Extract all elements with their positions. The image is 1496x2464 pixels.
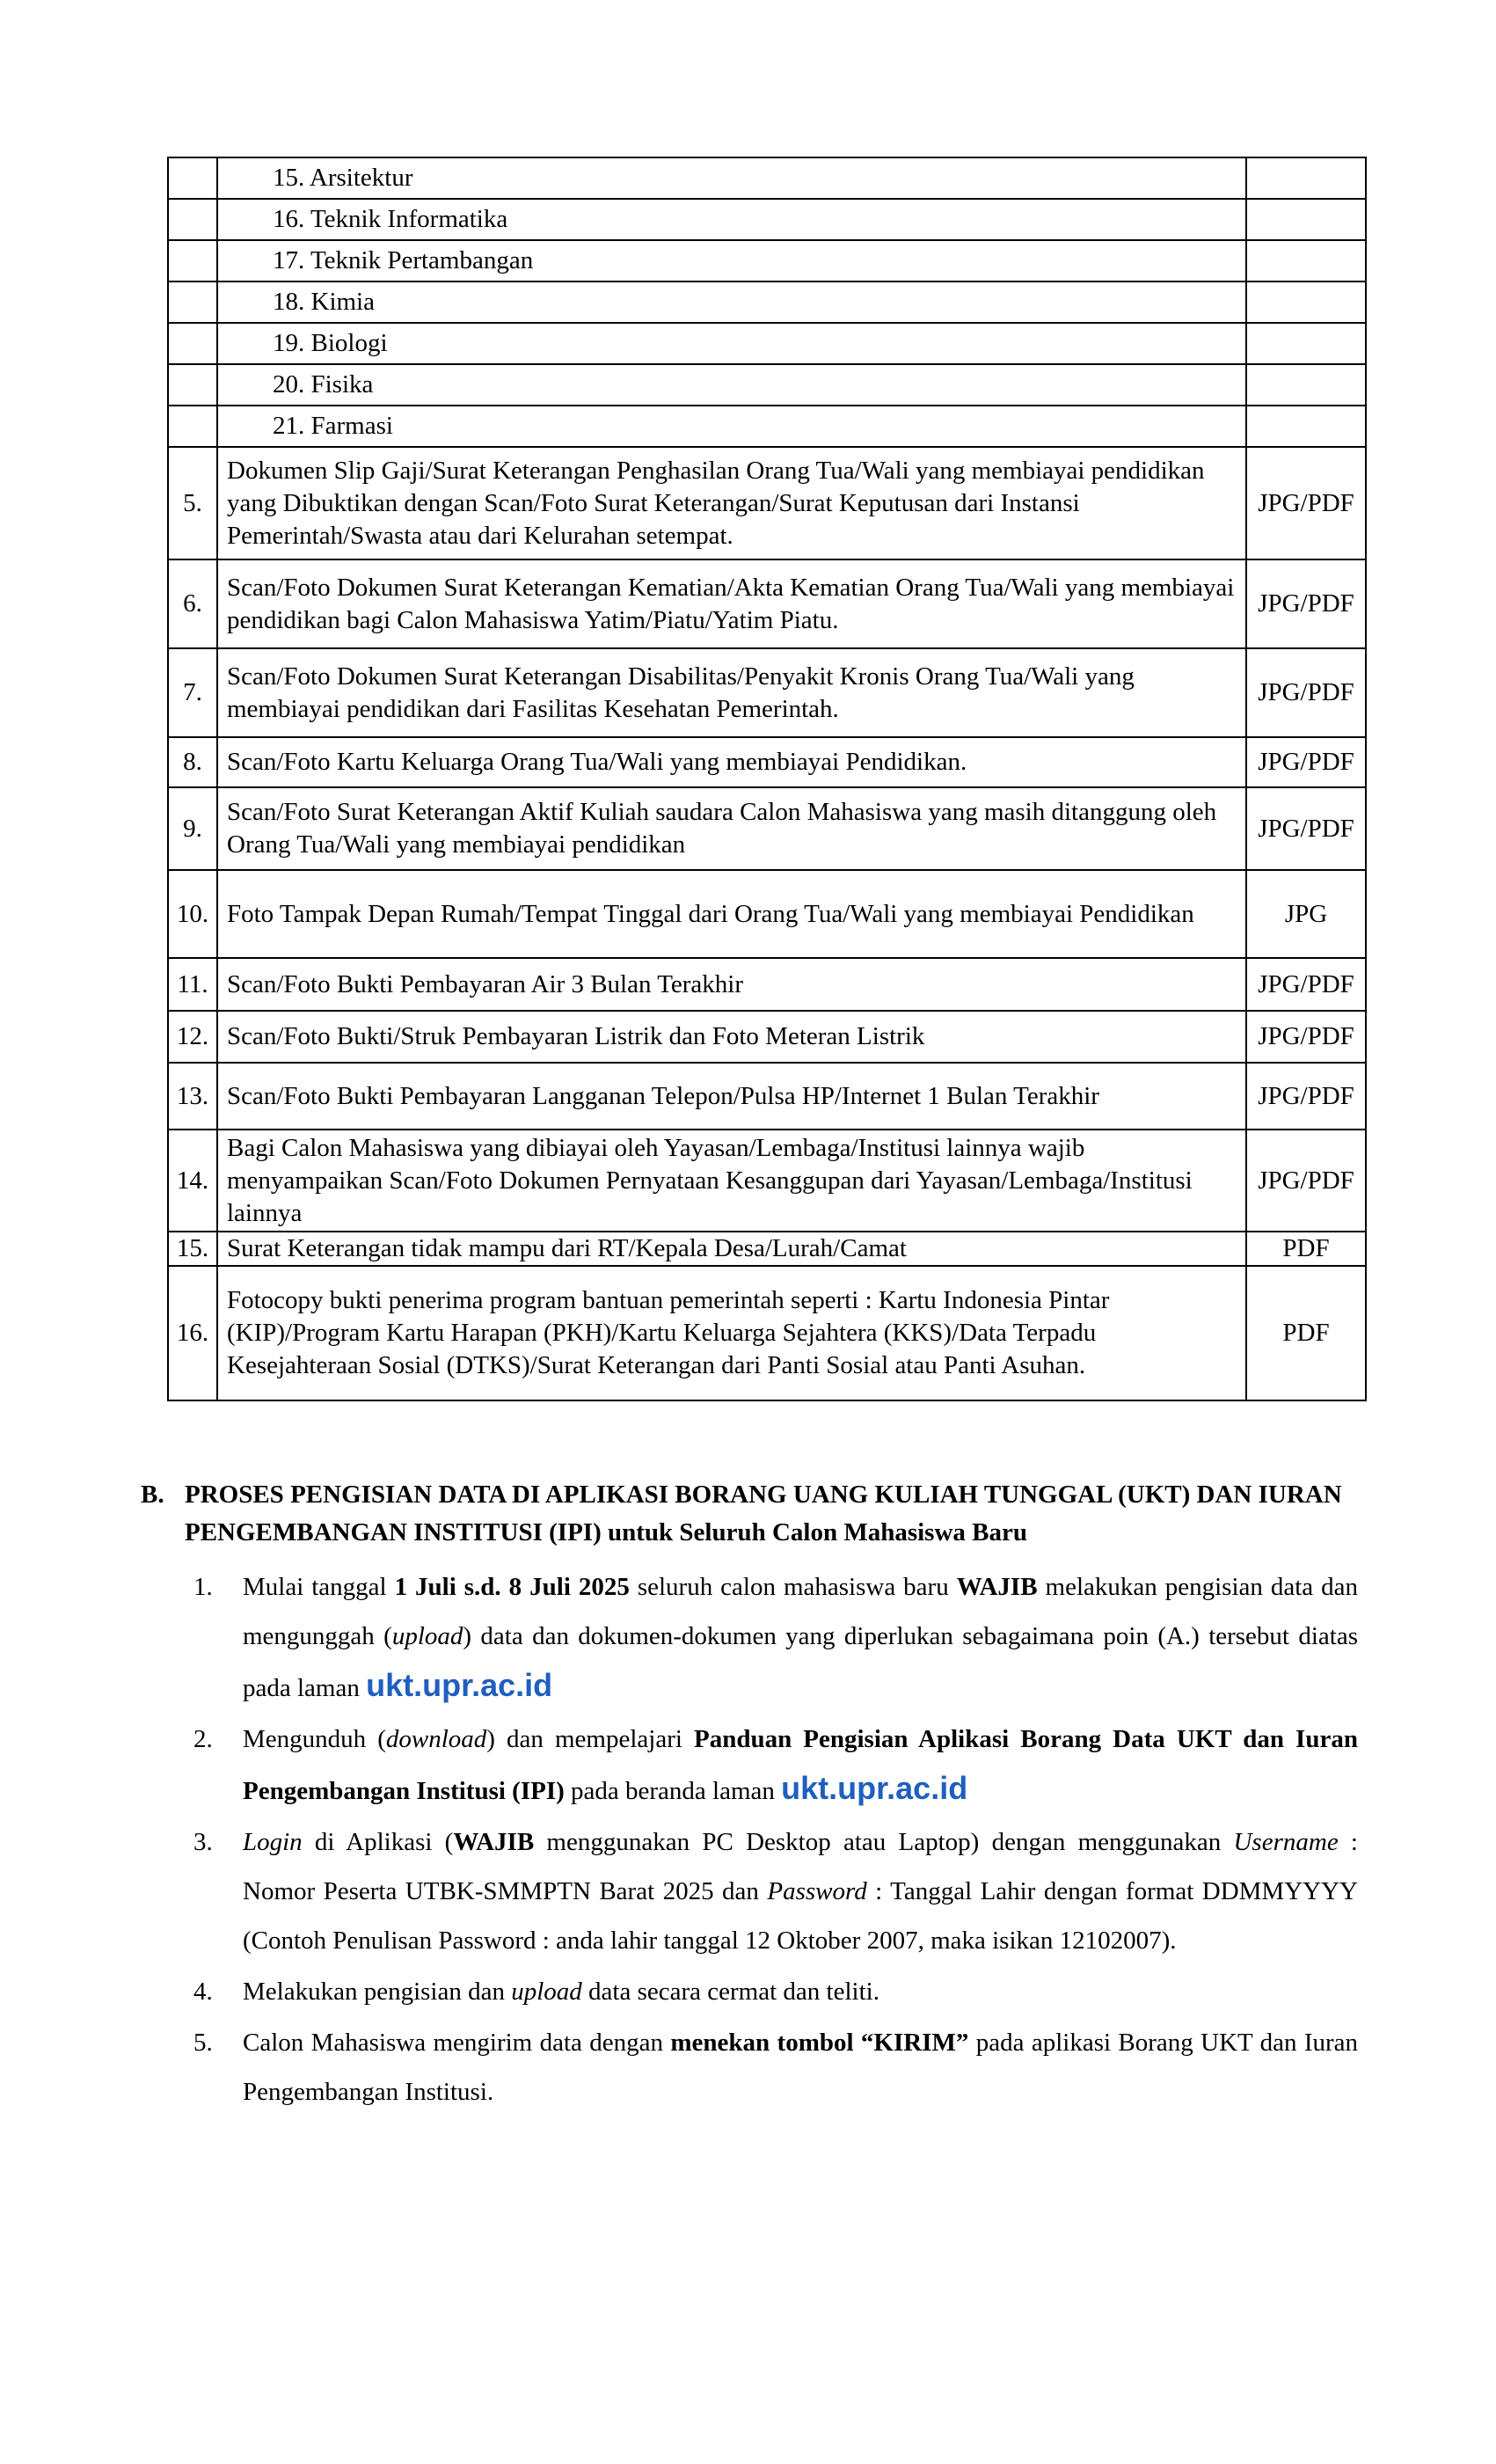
emphasis: WAJIB (956, 1573, 1038, 1601)
table-subrow (168, 406, 1366, 447)
row-file-type: JPG/PDF (1246, 648, 1366, 737)
row-file-type: JPG/PDF (1246, 787, 1366, 870)
emphasis-italic: download (385, 1725, 487, 1753)
steps-list (185, 1562, 1358, 2118)
requirements-table (167, 157, 1367, 1401)
list-number: 2. (193, 1725, 213, 1753)
step-text: seluruh calon mahasiswa baru (629, 1573, 957, 1601)
table-row (168, 447, 1366, 559)
table-subrow (168, 281, 1366, 323)
list-item (185, 2018, 1358, 2117)
major-item: 19. Biologi (217, 323, 1246, 364)
table-row (168, 1266, 1366, 1400)
row-file-type: JPG/PDF (1246, 1011, 1366, 1063)
row-number: 14. (168, 1130, 217, 1232)
row-description: Scan/Foto Surat Keterangan Aktif Kuliah saudara Calon Mahasiswa yang masih ditanggung oleh Orang Tua/Wali yang membiayai pendidikan (217, 787, 1246, 870)
table-row (168, 1011, 1366, 1063)
row-number: 10. (168, 870, 217, 958)
table-row (168, 958, 1366, 1011)
table-subrow (168, 240, 1366, 281)
list-item (185, 1967, 1358, 2016)
major-item: 16. Teknik Informatika (217, 199, 1246, 240)
step-text: : Tanggal Lahir dengan format DDMMYYYY (Contoh Penulisan Password : anda lahir tanggal 12 Oktober 2007, maka isikan 12102007). (243, 1877, 1358, 1955)
step-text: ) data dan dokumen-dokumen yang diperlukan sebagaimana poin (A.) tersebut diatas pada laman (243, 1622, 1358, 1702)
row-number: 9. (168, 787, 217, 870)
row-number: 12. (168, 1011, 217, 1063)
row-description: Scan/Foto Dokumen Surat Keterangan Disabilitas/Penyakit Kronis Orang Tua/Wali yang membiayai pendidikan dari Fasilitas Kesehatan Pemerintah. (217, 648, 1246, 737)
step-text: Melakukan pengisian dan (243, 1978, 512, 2006)
table-row (168, 787, 1366, 870)
step-text: : Nomor Peserta UTBK-SMMPTN Barat 2025 dan (243, 1828, 1358, 1905)
major-item: 18. Kimia (217, 281, 1246, 323)
table-subrow (168, 199, 1366, 240)
list-item (185, 1562, 1358, 1713)
emphasis-italic: upload (391, 1622, 463, 1650)
date-range: 1 Juli s.d. 8 Juli 2025 (394, 1573, 630, 1601)
major-item: 21. Farmasi (217, 406, 1246, 447)
section-title: PROSES PENGISIAN DATA DI APLIKASI BORANG UANG KULIAH TUNGGAL (UKT) DAN IURAN PENGEMBANGAN INSTITUSI (IPI) untuk Seluruh Calon Mahasiswa Baru (185, 1481, 1342, 1546)
emphasis: menekan tombol “KIRIM” (670, 2029, 969, 2057)
list-number: 1. (193, 1573, 213, 1601)
row-file-type: JPG (1246, 870, 1366, 958)
row-file-type: JPG/PDF (1246, 737, 1366, 787)
list-item (185, 1817, 1358, 1965)
row-number: 7. (168, 648, 217, 737)
row-description: Scan/Foto Bukti Pembayaran Air 3 Bulan Terakhir (217, 958, 1246, 1011)
row-description: Dokumen Slip Gaji/Surat Keterangan Penghasilan Orang Tua/Wali yang membiayai pendidikan yang Dibuktikan dengan Scan/Foto Surat Keterangan/Surat Keputusan dari Instansi Pemerintah/Swasta atau dari Kelurahan setempat. (217, 447, 1246, 559)
emphasis-italic: Password (767, 1877, 867, 1905)
table-row (168, 648, 1366, 737)
row-number: 15. (168, 1232, 217, 1266)
row-description: Scan/Foto Bukti/Struk Pembayaran Listrik dan Foto Meteran Listrik (217, 1011, 1246, 1063)
emphasis-italic: Login (243, 1828, 303, 1856)
major-item: 15. Arsitektur (217, 157, 1246, 199)
emphasis: WAJIB (453, 1828, 535, 1856)
ukt-link[interactable]: ukt.upr.ac.id (781, 1770, 968, 1806)
row-number: 11. (168, 958, 217, 1011)
step-text: Mulai tanggal (243, 1573, 395, 1601)
row-file-type: JPG/PDF (1246, 447, 1366, 559)
table-subrow (168, 323, 1366, 364)
section-b-heading (141, 1476, 1367, 1552)
table-subrow (168, 157, 1366, 199)
table-row (168, 1063, 1366, 1130)
row-number: 5. (168, 447, 217, 559)
row-description: Scan/Foto Kartu Keluarga Orang Tua/Wali yang membiayai Pendidikan. (217, 737, 1246, 787)
row-file-type: JPG/PDF (1246, 1130, 1366, 1232)
row-description: Surat Keterangan tidak mampu dari RT/Kepala Desa/Lurah/Camat (217, 1232, 1246, 1266)
section-label: B. (141, 1481, 164, 1509)
row-number: 8. (168, 737, 217, 787)
table-subrow (168, 364, 1366, 406)
row-description: Foto Tampak Depan Rumah/Tempat Tinggal dari Orang Tua/Wali yang membiayai Pendidikan (217, 870, 1246, 958)
list-item (185, 1715, 1358, 1816)
major-item: 17. Teknik Pertambangan (217, 240, 1246, 281)
row-number: 13. (168, 1063, 217, 1130)
list-number: 5. (193, 2029, 213, 2057)
table-row (168, 870, 1366, 958)
row-description: Bagi Calon Mahasiswa yang dibiayai oleh Yayasan/Lembaga/Institusi lainnya wajib menyampaikan Scan/Foto Dokumen Pernyataan Kesanggupan dari Yayasan/Lembaga/Institusi lainnya (217, 1130, 1246, 1232)
step-text: pada beranda laman (564, 1777, 782, 1805)
step-text: melakukan pengisian data dan mengunggah ( (243, 1573, 1358, 1650)
row-number: 6. (168, 559, 217, 648)
table-row (168, 1232, 1366, 1266)
list-number: 4. (193, 1978, 213, 2006)
row-file-type: PDF (1246, 1232, 1366, 1266)
row-file-type: PDF (1246, 1266, 1366, 1400)
row-file-type: JPG/PDF (1246, 559, 1366, 648)
ukt-link[interactable]: ukt.upr.ac.id (366, 1667, 553, 1703)
table-row (168, 559, 1366, 648)
emphasis-italic: Username (1233, 1828, 1339, 1856)
step-text: menggunakan PC Desktop atau Laptop) dengan menggunakan (534, 1828, 1234, 1856)
table-row (168, 1130, 1366, 1232)
row-file-type: JPG/PDF (1246, 958, 1366, 1011)
major-item: 20. Fisika (217, 364, 1246, 406)
step-text: Calon Mahasiswa mengirim data dengan (243, 2029, 671, 2057)
row-description: Fotocopy bukti penerima program bantuan pemerintah seperti : Kartu Indonesia Pintar (KIP)/Program Kartu Harapan (PKH)/Kartu Keluarga Sejahtera (KKS)/Data Terpadu Kesejahteraan Sosial (DTKS)/Surat Keterangan dari Panti Sosial atau Panti Asuhan. (217, 1266, 1246, 1400)
row-description: Scan/Foto Dokumen Surat Keterangan Kematian/Akta Kematian Orang Tua/Wali yang membiayai pendidikan bagi Calon Mahasiswa Yatim/Piatu/Yatim Piatu. (217, 559, 1246, 648)
step-text: ) dan mempelajari (486, 1725, 694, 1753)
step-text: di Aplikasi ( (302, 1828, 454, 1856)
table-row (168, 737, 1366, 787)
step-text: Mengunduh ( (243, 1725, 386, 1753)
row-file-type: JPG/PDF (1246, 1063, 1366, 1130)
guide-title: Panduan Pengisian Aplikasi Borang Data UKT dan Iuran Pengembangan Institusi (IPI) (243, 1725, 1358, 1805)
row-number: 16. (168, 1266, 217, 1400)
list-number: 3. (193, 1828, 213, 1856)
step-text: data secara cermat dan teliti. (581, 1978, 879, 2006)
row-description: Scan/Foto Bukti Pembayaran Langganan Telepon/Pulsa HP/Internet 1 Bulan Terakhir (217, 1063, 1246, 1130)
emphasis-italic: upload (511, 1978, 582, 2006)
step-text: pada aplikasi Borang UKT dan Iuran Pengembangan Institusi. (243, 2029, 1359, 2106)
